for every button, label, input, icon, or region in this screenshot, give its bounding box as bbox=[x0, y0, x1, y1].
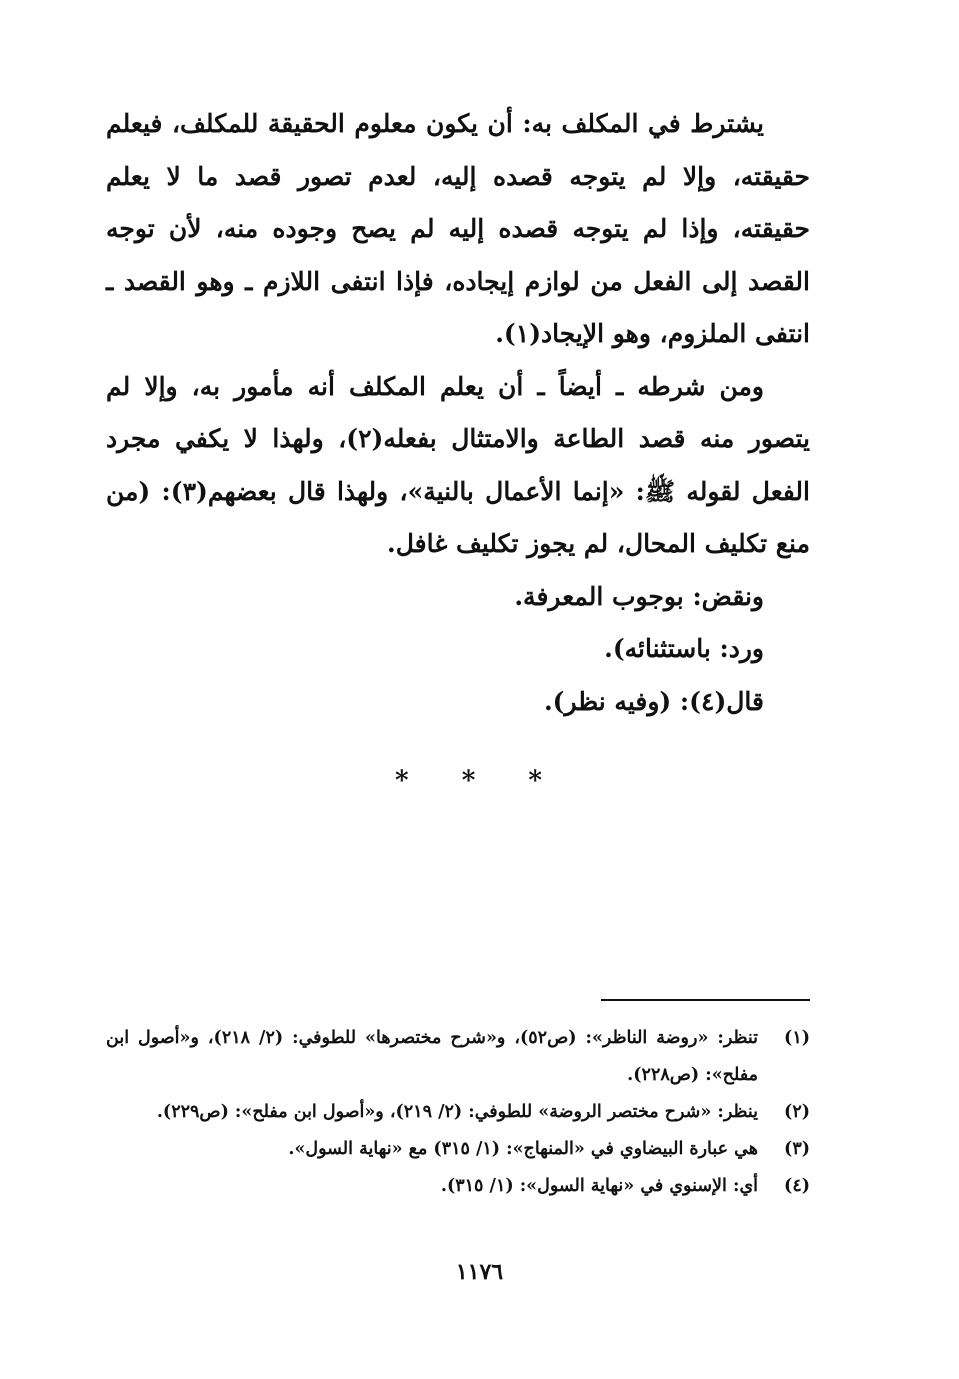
footnote bbox=[106, 1020, 810, 1094]
footnote-text: ينظر: «شرح مختصر الروضة» للطوفي: (٢/ ٢١٩)، و«أصول ابن مفلح»: (ص٢٢٩). bbox=[156, 1102, 758, 1122]
footnote-text: هي عبارة البيضاوي في «المنهاج»: (١/ ٣١٥) مع «نهاية السول». bbox=[288, 1139, 758, 1159]
page-number: ١١٧٦ bbox=[455, 1259, 504, 1285]
footnote-text: أي: الإسنوي في «نهاية السول»: (١/ ٣١٥). bbox=[440, 1176, 758, 1196]
reply-line: ورد: باستثنائه). bbox=[604, 634, 764, 663]
footnote-number: (٤) bbox=[784, 1176, 810, 1196]
footnote bbox=[106, 1168, 810, 1205]
footnote-text: تنظر: «روضة الناظر»: (ص٥٢)، و«شرح مختصرها» للطوفي: (٢/ ٢١٨)، و«أصول ابن مفلح»: (ص٢٢٨). bbox=[106, 1028, 758, 1085]
paragraph-knowing-command: ومن شرطه ـ أيضاً ـ أن يعلم المكلف أنه مأمور به، وإلا لم يتصور منه قصد الطاعة والامتثال بفعله(٢)، ولهذا لا يكفي مجرد الفعل لقوله ﷺ: «إنما الأعمال بالنية»، ولهذا قال بعضهم(٣): (من منع تكليف المحال، لم يجوز تكليف غافل. bbox=[106, 371, 810, 558]
footnote-number: (٢) bbox=[784, 1102, 810, 1122]
remark-line: قال(٤): (وفيه نظر). bbox=[543, 686, 764, 716]
footnotes bbox=[106, 1020, 810, 1205]
footnote-number: (١) bbox=[784, 1028, 810, 1048]
section-separator: * * * bbox=[395, 766, 564, 796]
footnote-number: (٣) bbox=[784, 1139, 810, 1159]
footnote-divider bbox=[601, 999, 810, 1001]
main-text bbox=[106, 98, 810, 728]
footnote bbox=[106, 1131, 810, 1168]
paragraph-conditions-knowledge: يشترط في المكلف به: أن يكون معلوم الحقيقة للمكلف، فيعلم حقيقته، وإلا لم يتوجه قصده إليه، لعدم تصور قصد ما لا يعلم حقيقته، وإذا لم يتوجه قصده إليه لم يصح وجوده منه، لأن توجه القصد إلى الفعل من لوازم إيجاده، فإذا انتفى اللازم ـ وهو القصد ـ انتفى الملزوم، وهو الإيجاد(١). bbox=[106, 109, 810, 348]
footnote bbox=[106, 1094, 810, 1131]
objection-line: ونقض: بوجوب المعرفة. bbox=[514, 581, 764, 611]
